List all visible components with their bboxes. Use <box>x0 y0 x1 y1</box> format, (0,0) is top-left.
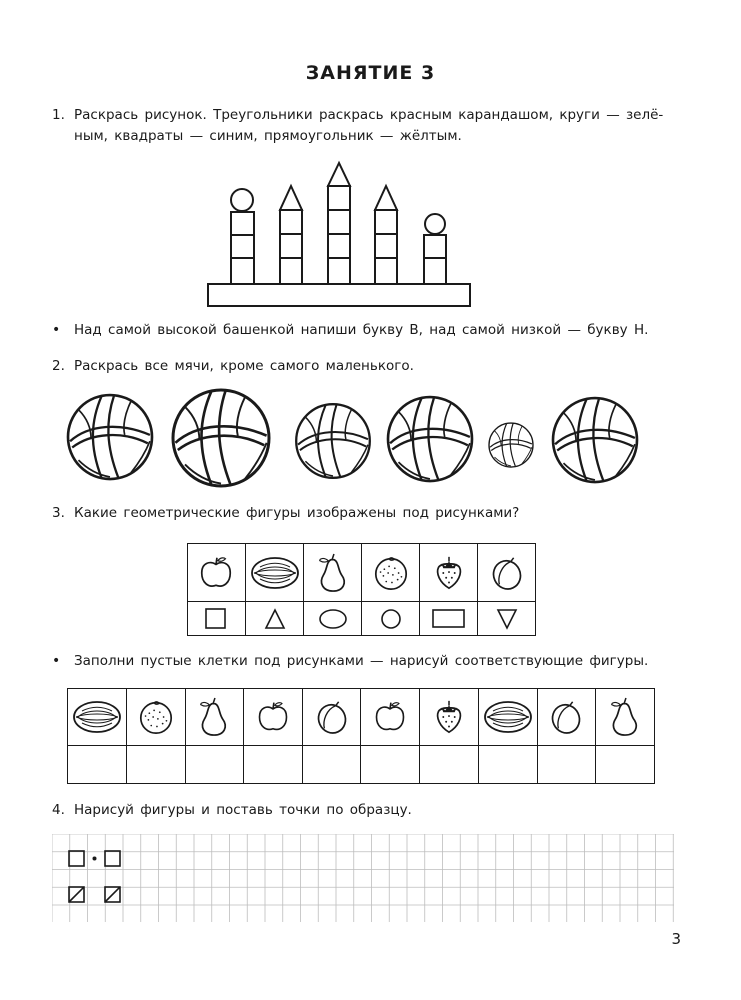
plum-icon <box>547 698 585 736</box>
sample-pictures-row <box>188 544 536 602</box>
sample-table <box>187 543 536 636</box>
sample-cell-pear <box>304 544 362 602</box>
task-1-line-2: ным, квадраты — синим, прямоугольник — жёлтым. <box>74 128 462 144</box>
answer-cell[interactable] <box>478 746 537 784</box>
exercise-pictures-row <box>68 689 655 746</box>
shape-oval <box>304 602 362 636</box>
pear-icon <box>195 695 233 739</box>
answer-cell[interactable] <box>302 746 361 784</box>
task-3-subtask: • Заполни пустые клетки под рисунками — нарисуй соответствующие фигуры. <box>52 653 649 669</box>
pear-icon <box>314 551 352 595</box>
lesson-title: ЗАНЯТИЕ 3 <box>305 62 436 84</box>
balls-row <box>66 386 652 488</box>
apple-icon <box>197 554 235 592</box>
tower-5 <box>424 214 446 284</box>
tower-3 <box>328 163 350 284</box>
sample-cell-orange <box>362 544 420 602</box>
grid-paper[interactable] <box>52 834 674 922</box>
answer-cell[interactable] <box>185 746 244 784</box>
exercise-table <box>67 688 655 784</box>
shape-triangle <box>245 602 304 636</box>
sample-cell-apple <box>188 544 246 602</box>
pear-icon <box>606 695 644 739</box>
task-3-text: 3. Какие геометрические фигуры изображены под рисунками? <box>52 505 520 521</box>
plum-icon <box>313 698 351 736</box>
ball-2 <box>173 390 269 486</box>
tower-2 <box>280 186 302 284</box>
tower-1 <box>231 189 254 284</box>
task-1-line-1: Раскрась рисунок. Треугольники раскрась красным карандашом, круги — зелё- <box>74 107 664 123</box>
shape-inverted-triangle <box>478 602 536 636</box>
orange-icon <box>137 698 175 736</box>
sample-cell-plum <box>478 544 536 602</box>
shape-rectangle <box>420 602 478 636</box>
base-rectangle <box>208 284 470 306</box>
watermelon-icon <box>72 699 122 735</box>
ball-1 <box>68 395 152 479</box>
task-1-number: 1. <box>52 107 65 123</box>
answer-cell[interactable] <box>537 746 596 784</box>
towers-picture <box>200 158 480 310</box>
exercise-answer-row <box>68 746 655 784</box>
apple-icon <box>372 699 408 735</box>
strawberry-icon <box>430 554 468 592</box>
orange-icon <box>372 554 410 592</box>
ball-4 <box>388 397 472 481</box>
answer-cell[interactable] <box>361 746 420 784</box>
answer-cell[interactable] <box>244 746 303 784</box>
tower-4 <box>375 186 397 284</box>
apple-icon <box>255 699 291 735</box>
task-2-text: 2. Раскрась все мячи, кроме самого маленького. <box>52 358 414 374</box>
sample-shapes-row <box>188 602 536 636</box>
answer-cell[interactable] <box>596 746 655 784</box>
task-1-subtask: • Над самой высокой башенкой напиши букву В, над самой низкой — букву Н. <box>52 322 649 338</box>
answer-cell[interactable] <box>126 746 185 784</box>
answer-cell[interactable] <box>68 746 127 784</box>
answer-cell[interactable] <box>420 746 479 784</box>
plum-icon <box>488 554 526 592</box>
strawberry-icon <box>430 698 468 736</box>
sample-cell-watermelon <box>245 544 304 602</box>
task-1-text <box>52 105 663 147</box>
watermelon-icon <box>483 699 533 735</box>
sample-cell-strawberry <box>420 544 478 602</box>
page-number: 3 <box>671 930 681 948</box>
shape-circle <box>362 602 420 636</box>
watermelon-icon <box>250 555 300 591</box>
ball-6 <box>553 398 637 482</box>
task-4-text: 4. Нарисуй фигуры и поставь точки по образцу. <box>52 802 412 818</box>
ball-3 <box>296 404 370 478</box>
ball-5-smallest <box>489 423 533 467</box>
shape-square <box>188 602 246 636</box>
